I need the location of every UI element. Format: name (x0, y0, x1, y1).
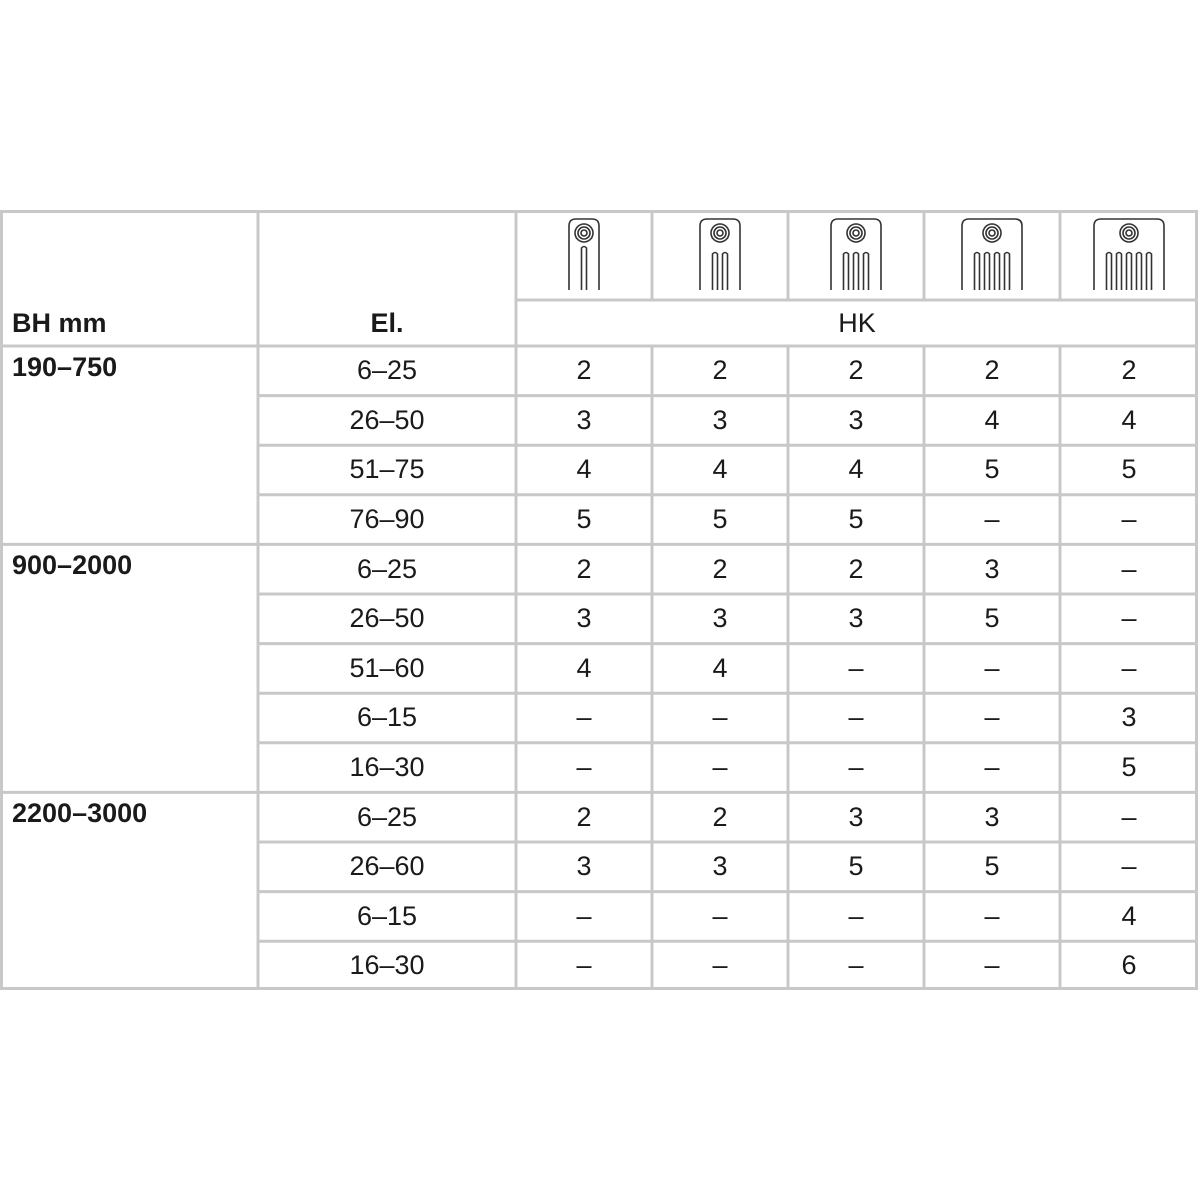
hk-value-cell: – (848, 652, 864, 683)
hk-value-cell: 3 (848, 404, 864, 435)
hk-value-cell: 5 (984, 603, 1000, 634)
hk-value-cell: – (576, 900, 592, 931)
hk-value-cell: – (984, 950, 1000, 981)
group-label-bh: 2200–3000 (12, 798, 148, 829)
hk-value-cell: – (576, 752, 592, 783)
header-el: El. (370, 308, 404, 338)
radiator-4-column-icon (960, 216, 1024, 292)
hk-value-cell: – (1121, 801, 1137, 832)
hk-value-cell: – (712, 900, 728, 931)
hk-value-cell: 2 (712, 801, 728, 832)
hk-value-cell: 3 (848, 603, 864, 634)
group-label-bh: 900–2000 (12, 550, 133, 581)
hk-value-cell: 3 (984, 553, 1000, 584)
hk-value-cell: – (984, 752, 1000, 783)
hk-value-cell: – (1121, 603, 1137, 634)
el-range-cell: 6–25 (356, 801, 418, 832)
hk-value-cell: – (848, 752, 864, 783)
el-range-cell: 51–60 (349, 652, 425, 683)
hk-value-cell: 3 (848, 801, 864, 832)
radiator-3-column-icon (829, 216, 883, 292)
el-range-cell: 51–75 (349, 454, 425, 485)
hk-value-cell: 5 (712, 504, 728, 535)
hk-value-cell: 5 (1121, 454, 1137, 485)
hk-value-cell: 4 (712, 454, 728, 485)
hk-value-cell: 2 (712, 355, 728, 386)
hk-value-cell: 5 (984, 851, 1000, 882)
el-range-cell: 16–30 (349, 950, 425, 981)
hk-value-cell: – (712, 950, 728, 981)
header-hk: HK (838, 307, 876, 338)
hk-value-cell: 2 (576, 355, 592, 386)
hk-value-cell: 2 (712, 553, 728, 584)
hk-value-cell: 6 (1121, 950, 1137, 981)
hk-value-cell: 4 (1121, 900, 1137, 931)
hk-value-cell: – (984, 702, 1000, 733)
el-range-cell: 6–15 (356, 702, 418, 733)
hk-value-cell: 2 (576, 801, 592, 832)
el-range-cell: 6–25 (356, 553, 418, 584)
hk-value-cell: – (1121, 504, 1137, 535)
group-label-bh: 190–750 (12, 352, 118, 382)
hk-value-cell: 5 (848, 504, 864, 535)
hk-value-cell: – (848, 702, 864, 733)
header-bh-mm: BH mm (12, 308, 107, 338)
el-range-cell: 26–60 (349, 851, 425, 882)
hk-value-cell: 3 (1121, 702, 1137, 733)
el-range-cell: 76–90 (349, 504, 425, 535)
hk-value-cell: 4 (712, 652, 728, 683)
hk-value-cell: 5 (576, 504, 592, 535)
hk-value-cell: 2 (848, 355, 864, 386)
radiator-2-column-icon (698, 216, 742, 292)
hk-value-cell: 3 (712, 603, 728, 634)
hk-value-cell: 2 (1121, 355, 1137, 386)
hk-value-cell: 5 (848, 851, 864, 882)
hk-value-cell: 3 (576, 851, 592, 882)
hk-value-cell: – (576, 702, 592, 733)
hk-value-cell: – (712, 752, 728, 783)
hk-value-cell: 5 (1121, 752, 1137, 783)
hk-value-cell: – (576, 950, 592, 981)
hk-value-cell: 3 (576, 603, 592, 634)
el-range-cell: 6–15 (356, 900, 418, 931)
hk-value-cell: 3 (984, 801, 1000, 832)
hk-value-cell: – (1121, 851, 1137, 882)
hk-value-cell: 4 (576, 652, 592, 683)
hk-value-cell: – (712, 702, 728, 733)
hk-value-cell: – (984, 900, 1000, 931)
hk-value-cell: 2 (984, 355, 1000, 386)
hk-value-cell: – (984, 652, 1000, 683)
hk-value-cell: 2 (576, 553, 592, 584)
hk-value-cell: – (984, 504, 1000, 535)
hk-value-cell: – (848, 900, 864, 931)
hk-value-cell: 4 (1121, 404, 1137, 435)
hk-value-cell: 3 (576, 404, 592, 435)
hk-value-cell: 4 (984, 404, 1000, 435)
hk-value-cell: 2 (848, 553, 864, 584)
el-range-cell: 26–50 (349, 404, 425, 435)
hk-value-cell: – (848, 950, 864, 981)
hk-value-cell: 3 (712, 851, 728, 882)
el-range-cell: 26–50 (349, 603, 425, 634)
hk-value-cell: 4 (848, 454, 864, 485)
el-range-cell: 6–25 (356, 355, 418, 386)
hk-value-cell: 5 (984, 454, 1000, 485)
radiator-5-column-icon (1092, 216, 1166, 292)
hk-value-cell: – (1121, 652, 1137, 683)
hk-value-cell: 3 (712, 404, 728, 435)
hk-value-cell: – (1121, 553, 1137, 584)
radiator-valve-table (0, 210, 1198, 990)
radiator-1-column-icon (567, 216, 601, 292)
el-range-cell: 16–30 (349, 752, 425, 783)
hk-value-cell: 4 (576, 454, 592, 485)
